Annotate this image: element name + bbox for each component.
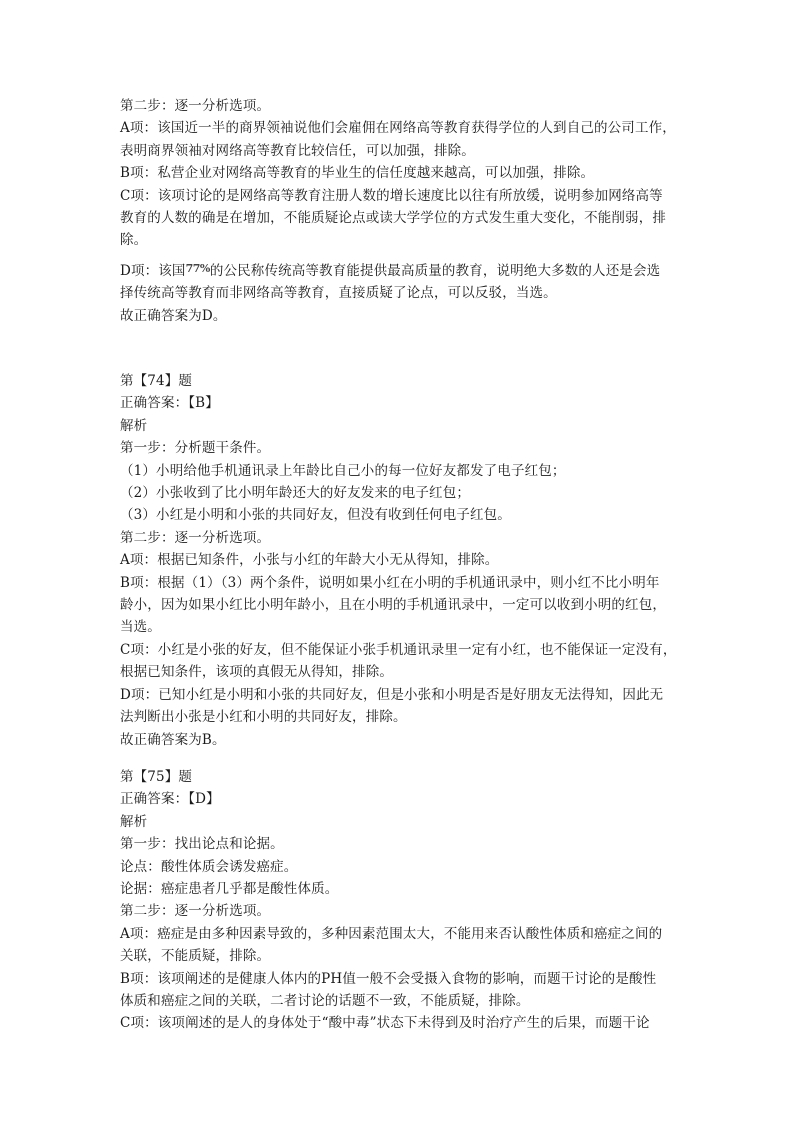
option-b-line-1: B项：该项阐述的是健康人体内的PH值一般不会受摄入食物的影响，而题干讨论的是酸性: [120, 970, 657, 987]
condition-2: （2）小张收到了比小明年龄还大的好友发来的电子红包；: [120, 485, 470, 502]
option-c-line-2: 教育的人数的确是在增加，不能质疑论点或读大学学位的方式发生重大变化，不能削弱，排: [120, 210, 666, 227]
thesis: 论点：酸性体质会诱发癌症。: [120, 858, 298, 875]
step-two-heading: 第二步：逐一分析选项。: [120, 529, 271, 546]
option-a-line-1: A项：该国近一半的商界领袖说他们会雇佣在网络高等教育获得学位的人到自己的公司工作，: [120, 120, 676, 137]
option-b-line-1: B项：根据（1）（3）两个条件，说明如果小红在小明的手机通讯录中，则小红不比小明年: [120, 574, 660, 591]
question-74: [120, 370, 690, 751]
option-d-line-1: [120, 258, 690, 282]
option-b-line-3: 当选。: [120, 619, 161, 636]
option-a-line-2: 表明商界领袖对网络高等教育比较信任，可以加强，排除。: [120, 142, 475, 159]
conclusion: 故正确答案为B。: [120, 731, 226, 748]
step-two-heading: 第二步：逐一分析选项。: [120, 98, 271, 114]
analysis-heading: 解析: [120, 417, 148, 434]
option-d-text: 的公民称传统高等教育能提供最高质量的教育，说明绝大多数的人还是会选: [209, 263, 661, 279]
option-d-line-2: 法判断出小张是小红和小明的共同好友，排除。: [120, 709, 407, 726]
section-top-option-d: [120, 258, 690, 327]
option-d-prefix: D项：该国: [120, 263, 186, 279]
correct-answer: 正确答案：【D】: [120, 791, 220, 808]
analysis-heading: 解析: [120, 813, 148, 830]
option-d-line-2: 择传统高等教育而非网络高等教育，直接质疑了论点，可以反驳，当选。: [120, 285, 557, 302]
evidence: 论据：癌症患者几乎都是酸性体质。: [120, 881, 339, 898]
option-c-line-1: C项：小红是小张的好友，但不能保证小张手机通讯录里一定有小红，也不能保证一定没有，: [120, 641, 677, 658]
option-c-line-3: 除。: [120, 232, 148, 249]
option-c-line-1: C项：该项讨论的是网络高等教育注册人数的增长速度比以往有所放缓，说明参加网络高等: [120, 187, 663, 204]
conclusion: 故正确答案为D。: [120, 307, 227, 324]
option-a-line-2: 关联，不能质疑，排除。: [120, 948, 271, 965]
option-c-line-1: C项：该项阐述的是人的身体处于“酸中毒”状态下未得到及时治疗产生的后果，而题干论: [120, 1015, 650, 1032]
option-b-line-2: 龄小，因为如果小红比小明年龄小，且在小明的手机通讯录中，一定可以收到小明的红包，: [120, 597, 666, 614]
step-one-heading: 第一步：找出论点和论据。: [120, 836, 284, 853]
question-75: [120, 766, 690, 1035]
question-title: 第【74】题: [120, 373, 193, 389]
condition-1: （1）小明给他手机通讯录上年龄比自己小的每一位好友都发了电子红包；: [120, 462, 566, 479]
section-top: [120, 95, 690, 252]
option-b-line-1: B项：私营企业对网络高等教育的毕业生的信任度越来越高，可以加强，排除。: [120, 165, 595, 182]
option-b-line-2: 体质和癌症之间的关联，二者讨论的话题不一致，不能质疑，排除。: [120, 993, 530, 1010]
option-d-line-1: D项：已知小红是小明和小张的共同好友，但是小张和小明是否是好朋友无法得知，因此无: [120, 686, 664, 703]
correct-answer: 正确答案：【B】: [120, 395, 219, 412]
option-c-line-2: 根据已知条件，该项的真假无从得知，排除。: [120, 664, 393, 681]
percentage-mark: 77%: [185, 262, 210, 275]
step-one-heading: 第一步：分析题干条件。: [120, 440, 271, 457]
option-a-line-1: A项：癌症是由多种因素导致的，多种因素范围太大，不能用来否认酸性体质和癌症之间的: [120, 925, 663, 942]
option-a-line-1: A项：根据已知条件，小张与小红的年龄大小无从得知，排除。: [120, 552, 499, 569]
question-title: 第【75】题: [120, 769, 193, 785]
step-two-heading: 第二步：逐一分析选项。: [120, 903, 271, 920]
condition-3: （3）小红是小明和小张的共同好友，但没有收到任何电子红包。: [120, 507, 511, 524]
